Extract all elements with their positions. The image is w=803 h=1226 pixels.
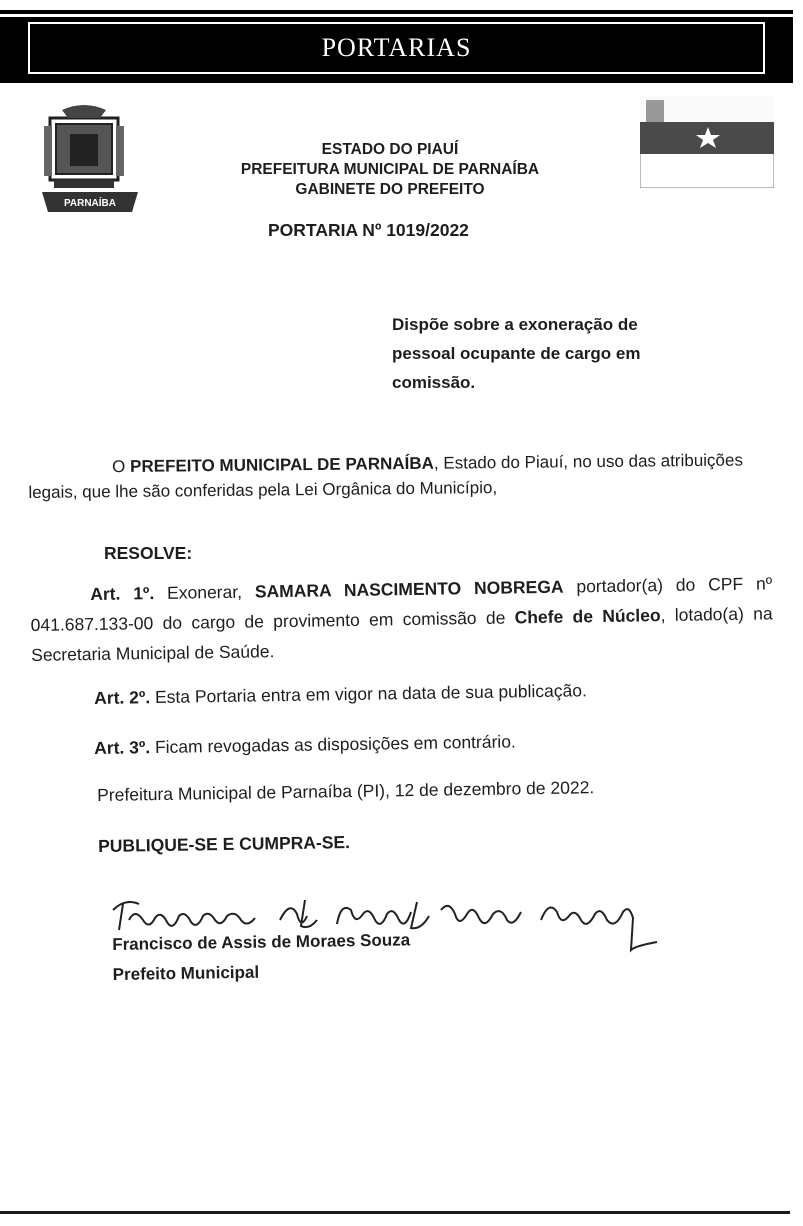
article-3 (94, 731, 516, 759)
art1-text: portador(a) do CPF nº 041.687.133-00 do cargo de provimento em comissão de (30, 573, 773, 635)
resolve-heading: RESOLVE: (104, 543, 193, 563)
art2-text: Esta Portaria entra em vigor na data de sua publicação. (149, 680, 588, 708)
intro-paragraph (28, 447, 768, 505)
signer-block (112, 925, 411, 990)
article-1 (30, 568, 773, 670)
header-prefeitura: PREFEITURA MUNICIPAL DE PARNAÍBA (240, 161, 540, 178)
art3-label: Art. 3º. (94, 737, 151, 758)
art1-text: , lotado(a) na Secretaria Municipal de Saúde. (31, 603, 773, 665)
closing-formula: PUBLIQUE-SE E CUMPRA-SE. (98, 832, 351, 856)
bottom-rule (0, 1211, 790, 1214)
section-banner (0, 10, 793, 83)
coat-banner-text: PARNAÍBA (63, 198, 117, 209)
ementa-line: Dispõe sobre a exoneração de (392, 315, 638, 334)
intro-bold: PREFEITO MUNICIPAL DE PARNAÍBA (129, 453, 434, 476)
ementa (392, 310, 732, 397)
coat-of-arms-icon (40, 100, 140, 215)
header-state: ESTADO DO PIAUÍ (321, 141, 459, 158)
art1-label: Art. 1º. (90, 583, 155, 605)
signer-role: Prefeito Municipal (112, 962, 260, 984)
section-title: PORTARIAS (321, 33, 472, 62)
portaria-title: PORTARIA Nº 1019/2022 (268, 220, 469, 240)
art3-text: Ficam revogadas as disposições em contrário. (149, 731, 516, 758)
ementa-line: pessoal ocupante de cargo em (392, 344, 641, 363)
flag-icon (640, 96, 774, 188)
art1-cargo: Chefe de Núcleo (514, 605, 661, 628)
signer-name: Francisco de Assis de Moraes Souza (112, 930, 411, 954)
article-2 (94, 680, 587, 709)
art1-text: Exonerar, (154, 581, 256, 604)
document-header (200, 140, 580, 200)
header-gabinete: GABINETE DO PREFEITO (295, 181, 485, 198)
banner-box (28, 22, 765, 74)
art2-label: Art. 2º. (94, 687, 151, 708)
intro-rest: , Estado do Piauí, no uso das atribuições legais, que lhe são conferidas pela Lei Orgânica do Município, (28, 450, 744, 502)
ementa-line: comissão. (392, 373, 476, 392)
art1-name: SAMARA NASCIMENTO NOBREGA (254, 576, 564, 602)
intro-prefix: O (112, 456, 131, 477)
place-date: Prefeitura Municipal de Parnaíba (PI), 12 de dezembro de 2022. (97, 777, 595, 805)
banner-top-line (0, 14, 793, 17)
